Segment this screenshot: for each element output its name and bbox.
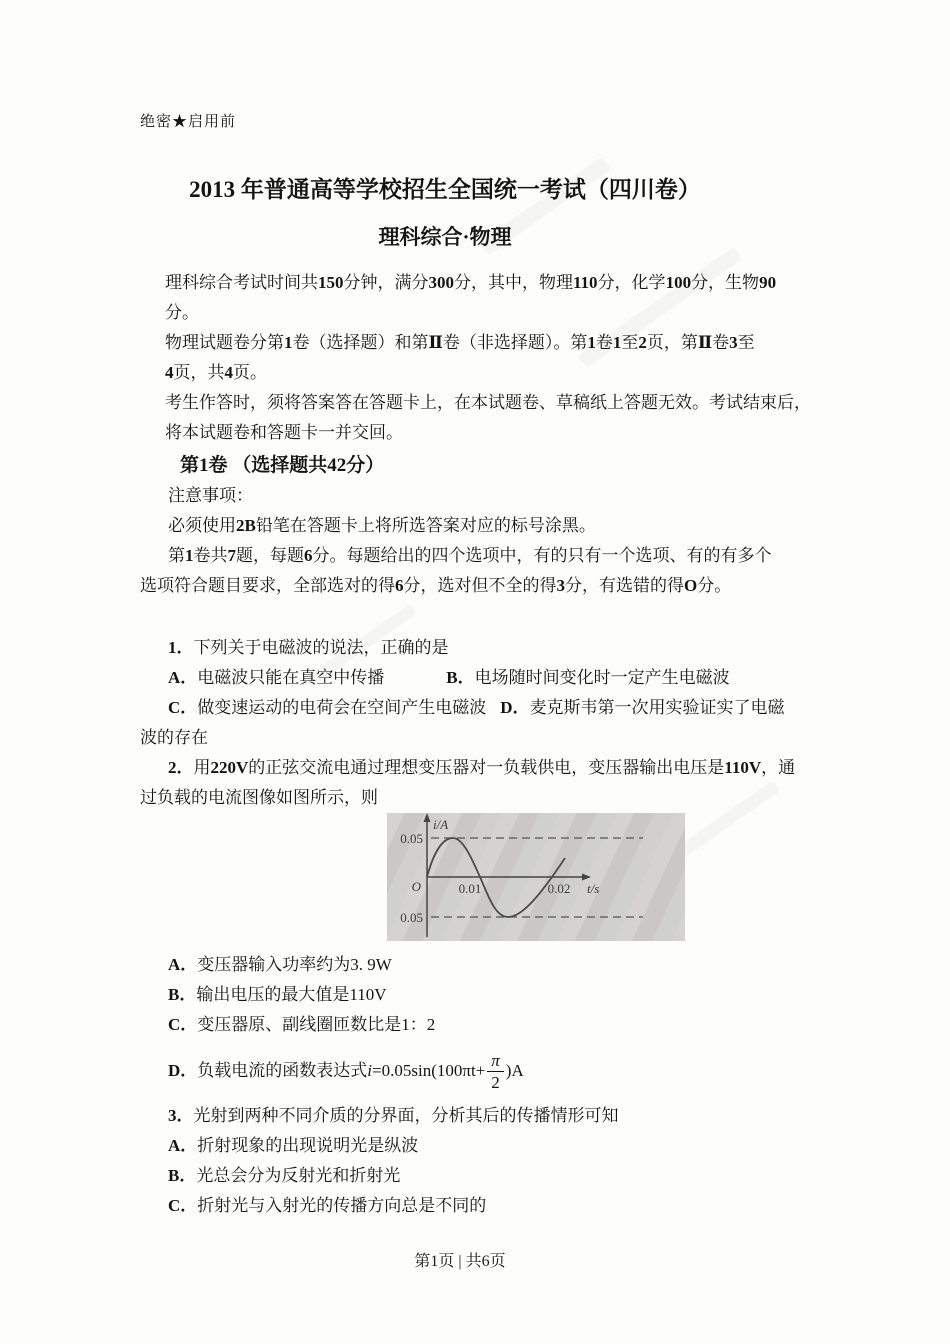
question-2-option-b: B．输出电压的最大值是110V [168, 985, 387, 1004]
question-1-options-cd: C．做变速运动的电荷会在空间产生电磁波 D．麦克斯韦第一次用实验证实了电磁 [168, 698, 785, 717]
current-time-graph [387, 813, 685, 941]
question-1-option-d-wrap: 波的存在 [140, 728, 208, 747]
exam-instructions [140, 268, 816, 448]
exam-title: 2013 年普通高等学校招生全国统一考试（四川卷） [189, 177, 701, 202]
intro-paragraph-3-line-2: 将本试题卷和答题卡一并交回。 [165, 423, 403, 442]
page-content [140, 112, 816, 1221]
origin-label: O [411, 879, 421, 894]
section-1-heading: 第1卷 （选择题共42分） [180, 455, 385, 476]
notes-label: 注意事项： [168, 486, 253, 505]
security-classification-label: 绝密★启用前 [140, 114, 237, 130]
question-2 [140, 753, 816, 1098]
question-3-option-a: A．折射现象的出现说明光是纵波 [168, 1136, 419, 1155]
question-2-option-d: D． 负载电流的函数表达式 i =0.05sin(100π t + $\frac{\pi}{2}$ )A [168, 1050, 524, 1092]
y-axis-unit-label: i/A [433, 817, 449, 832]
current-time-graph-svg [387, 813, 685, 941]
x-tick-002-label: 0.02 [547, 881, 571, 896]
question-2-option-a: A．变压器输入功率约为3. 9W [168, 955, 392, 974]
intro-paragraph-2-line-2: 4页，共4页。 [165, 363, 267, 382]
y-max-tick-label: 0.05 [400, 831, 423, 846]
y-axis-arrow [424, 813, 431, 822]
question-2-stem-line-1: 2．用220V的正弦交流电通过理想变压器对一负载供电，变压器输出电压是110V，通 [168, 758, 796, 777]
question-1-options-ab: A．电磁波只能在真空中传播 B．电场随时间变化时一定产生电磁波 [168, 668, 730, 687]
page-number-footer: 第1页 | 共6页 [414, 1253, 506, 1270]
notes-scoring-line-1: 第1卷共7题，每题6分。每题给出的四个选项中，有的只有一个选项、有的有多个 [168, 546, 772, 565]
intro-paragraph-1-line-1: 理科综合考试时间共150分钟，满分300分，其中，物理110分，化学100分，生物90 [165, 273, 777, 292]
question-1 [140, 633, 816, 753]
intro-paragraph-2-line-1: 物理试题卷分第1卷（选择题）和第Ⅱ卷（非选择题）。第1卷1至2页，第Ⅱ卷3至 [165, 333, 755, 352]
x-axis-unit-label: t/s [587, 881, 600, 896]
section-1-notes [140, 481, 816, 601]
question-3-stem: 3．光射到两种不同介质的分界面，分析其后的传播情形可知 [168, 1106, 619, 1125]
question-2-option-c: C．变压器原、副线圈匝数比是1：2 [168, 1015, 436, 1034]
question-3-option-b: B．光总会分为反射光和折射光 [168, 1166, 401, 1185]
notes-line-pencil: 必须使用2B铅笔在答题卡上将所选答案对应的标号涂黑。 [168, 516, 596, 535]
x-tick-001-label: 0.01 [458, 881, 482, 896]
y-min-tick-label: 0.05 [400, 910, 423, 925]
intro-paragraph-1-line-2: 分。 [165, 303, 199, 322]
question-3 [140, 1101, 816, 1221]
question-1-stem: 1．下列关于电磁波的说法，正确的是 [168, 638, 449, 657]
intro-paragraph-3-line-1: 考生作答时，须将答案答在答题卡上，在本试题卷、草稿纸上答题无效。考试结束后， [165, 393, 811, 412]
question-2-stem-line-2: 过负载的电流图像如图所示，则 [140, 788, 378, 807]
question-3-option-c: C．折射光与入射光的传播方向总是不同的 [168, 1196, 487, 1215]
notes-scoring-line-2: 选项符合题目要求，全部选对的得6分，选对但不全的得3分，有选错的得O分。 [140, 576, 732, 595]
question-2-options [140, 950, 816, 1098]
x-axis-arrow [582, 874, 591, 881]
exam-subtitle: 理科综合·物理 [378, 225, 512, 249]
